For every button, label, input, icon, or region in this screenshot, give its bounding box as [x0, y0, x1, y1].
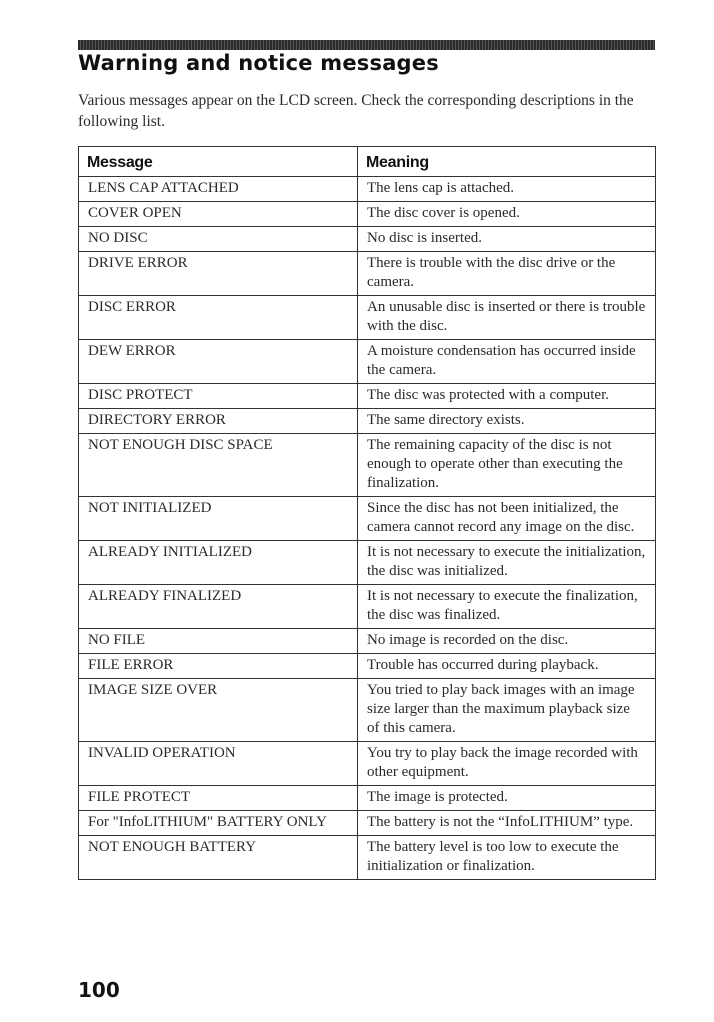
- column-header-message: Message: [79, 147, 358, 177]
- table-row: [79, 384, 656, 409]
- meaning-cell: The lens cap is attached.: [358, 177, 656, 202]
- table-row: [79, 836, 656, 880]
- message-cell: DIRECTORY ERROR: [79, 409, 358, 434]
- message-cell: COVER OPEN: [79, 202, 358, 227]
- message-cell: For "InfoLITHIUM" BATTERY ONLY: [79, 811, 358, 836]
- table-row: [79, 497, 656, 541]
- table-row: [79, 340, 656, 384]
- column-header-meaning: Meaning: [358, 147, 656, 177]
- meaning-cell: The battery level is too low to execute the initialization or finalization.: [358, 836, 656, 880]
- table-row: [79, 742, 656, 786]
- message-cell: ALREADY FINALIZED: [79, 585, 358, 629]
- message-cell: LENS CAP ATTACHED: [79, 177, 358, 202]
- message-cell: NO DISC: [79, 227, 358, 252]
- table-row: [79, 409, 656, 434]
- meaning-cell: The disc was protected with a computer.: [358, 384, 656, 409]
- page-number: 100: [78, 978, 120, 1002]
- message-cell: ALREADY INITIALIZED: [79, 541, 358, 585]
- message-cell: FILE PROTECT: [79, 786, 358, 811]
- table-row: [79, 811, 656, 836]
- table-header-row: [79, 147, 656, 177]
- page-title: Warning and notice messages: [78, 51, 439, 75]
- meaning-cell: The image is protected.: [358, 786, 656, 811]
- meaning-cell: The battery is not the “InfoLITHIUM” type.: [358, 811, 656, 836]
- table-row: [79, 177, 656, 202]
- meaning-cell: You try to play back the image recorded with other equipment.: [358, 742, 656, 786]
- meaning-cell: No image is recorded on the disc.: [358, 629, 656, 654]
- message-cell: DEW ERROR: [79, 340, 358, 384]
- table-row: [79, 296, 656, 340]
- meaning-cell: The disc cover is opened.: [358, 202, 656, 227]
- messages-table: [78, 146, 656, 880]
- meaning-cell: Since the disc has not been initialized, the camera cannot record any image on the disc.: [358, 497, 656, 541]
- heading-rule-bar: [78, 40, 655, 50]
- message-cell: NOT INITIALIZED: [79, 497, 358, 541]
- intro-paragraph: Various messages appear on the LCD screen. Check the corresponding descriptions in the following list.: [78, 92, 634, 130]
- meaning-cell: Trouble has occurred during playback.: [358, 654, 656, 679]
- message-cell: IMAGE SIZE OVER: [79, 679, 358, 742]
- table-row: [79, 434, 656, 497]
- table-row: [79, 654, 656, 679]
- table-row: [79, 541, 656, 585]
- meaning-cell: You tried to play back images with an image size larger than the maximum playback size of this camera.: [358, 679, 656, 742]
- meaning-cell: It is not necessary to execute the initialization, the disc was initialized.: [358, 541, 656, 585]
- message-cell: NOT ENOUGH BATTERY: [79, 836, 358, 880]
- message-cell: FILE ERROR: [79, 654, 358, 679]
- table-row: [79, 786, 656, 811]
- message-cell: NO FILE: [79, 629, 358, 654]
- meaning-cell: It is not necessary to execute the finalization, the disc was finalized.: [358, 585, 656, 629]
- message-cell: DRIVE ERROR: [79, 252, 358, 296]
- table-row: [79, 629, 656, 654]
- meaning-cell: The remaining capacity of the disc is not enough to operate other than executing the finalization.: [358, 434, 656, 497]
- table-row: [79, 252, 656, 296]
- meaning-cell: A moisture condensation has occurred inside the camera.: [358, 340, 656, 384]
- meaning-cell: The same directory exists.: [358, 409, 656, 434]
- message-cell: DISC ERROR: [79, 296, 358, 340]
- message-cell: INVALID OPERATION: [79, 742, 358, 786]
- meaning-cell: There is trouble with the disc drive or the camera.: [358, 252, 656, 296]
- message-cell: NOT ENOUGH DISC SPACE: [79, 434, 358, 497]
- table-row: [79, 202, 656, 227]
- message-cell: DISC PROTECT: [79, 384, 358, 409]
- table-row: [79, 585, 656, 629]
- table-row: [79, 227, 656, 252]
- meaning-cell: An unusable disc is inserted or there is trouble with the disc.: [358, 296, 656, 340]
- meaning-cell: No disc is inserted.: [358, 227, 656, 252]
- table-row: [79, 679, 656, 742]
